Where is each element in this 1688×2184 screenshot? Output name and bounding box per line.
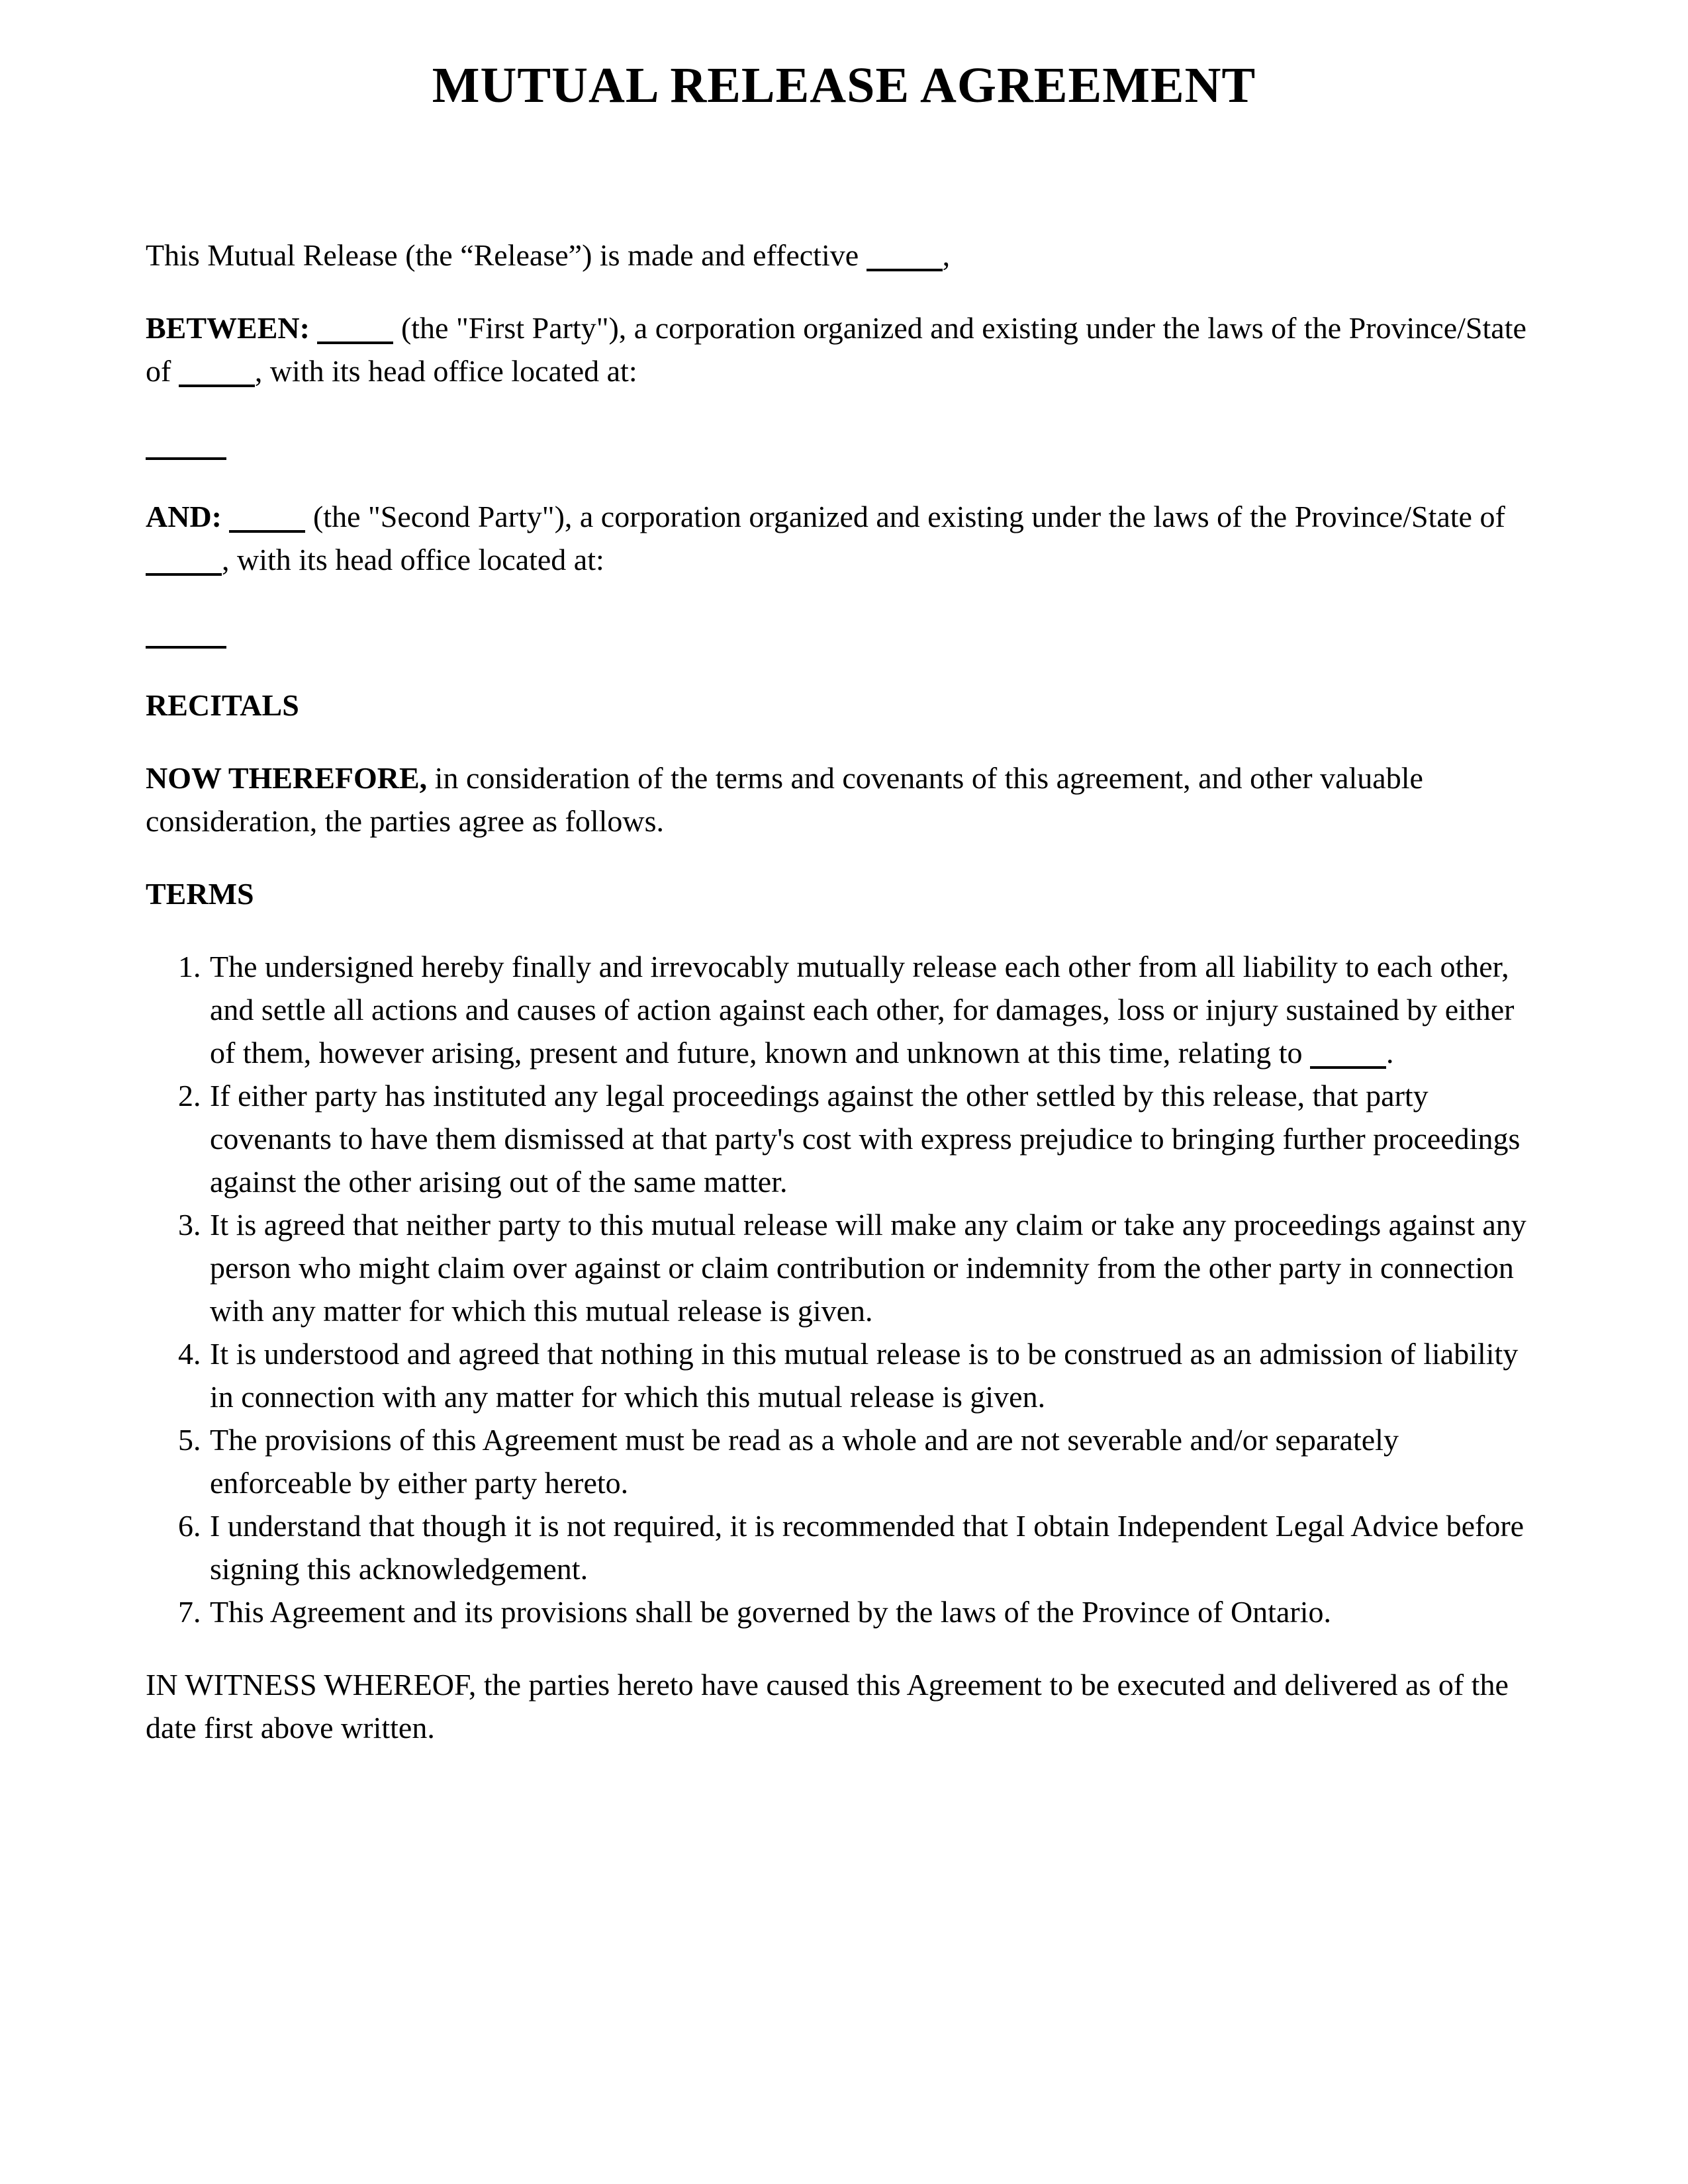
second-party-address-blank-field xyxy=(146,646,226,649)
and-paragraph xyxy=(146,495,1542,581)
first-party-name-blank-field xyxy=(317,341,393,344)
term-item-5: 5. The provisions of this Agreement must be read as a whole and are not severable and/or separately enforceable by either party hereto. xyxy=(209,1418,1542,1504)
between-label: BETWEEN: xyxy=(146,311,310,345)
second-party-address-line xyxy=(146,611,1542,654)
term-1-relating-to-blank-field xyxy=(1310,1066,1386,1069)
now-therefore-label: NOW THEREFORE, xyxy=(146,761,428,795)
intro-paragraph xyxy=(146,234,1542,277)
terms-heading: TERMS xyxy=(146,877,254,911)
between-text-tail: , with its head office located at: xyxy=(254,354,637,388)
term-item-2: 2. If either party has instituted any legal proceedings against the other settled by this release, that party covenants to have them dismissed at that party's cost with express prejudice to bringing further proceedings against the other arising out of the same matter. xyxy=(209,1074,1542,1203)
term-item-1 xyxy=(209,945,1542,1074)
now-therefore-paragraph xyxy=(146,756,1542,842)
between-text: (the "First Party"), a corporation organized and existing under the laws of the Province/State of xyxy=(146,311,1526,388)
between-paragraph xyxy=(146,306,1542,392)
term-item-7: 7. This Agreement and its provisions shall be governed by the laws of the Province of Ontario. xyxy=(209,1590,1542,1633)
second-party-name-blank-field xyxy=(229,530,305,533)
now-therefore-text: in consideration of the terms and covenants of this agreement, and other valuable consideration, the parties agree as follows. xyxy=(146,761,1423,838)
document-title: MUTUAL RELEASE AGREEMENT xyxy=(432,58,1256,113)
term-item-6: 6. I understand that though it is not required, it is recommended that I obtain Independent Legal Advice before signing this acknowledgement. xyxy=(209,1504,1542,1590)
term-item-4: 4. It is understood and agreed that nothing in this mutual release is to be construed as an admission of liability in connection with any matter for which this mutual release is given. xyxy=(209,1332,1542,1418)
intro-text-after-blank: , xyxy=(942,238,951,272)
and-text: (the "Second Party"), a corporation organized and existing under the laws of the Province/State of xyxy=(312,500,1505,533)
witness-paragraph: IN WITNESS WHEREOF, the parties hereto have caused this Agreement to be executed and delivered as of the date first above written. xyxy=(146,1668,1509,1745)
term-1-text-after-blank: . xyxy=(1386,1036,1394,1069)
recitals-heading: RECITALS xyxy=(146,688,299,722)
terms-list xyxy=(146,945,1542,1633)
intro-text: This Mutual Release (the “Release”) is made and effective xyxy=(146,238,859,272)
term-item-3: 3. It is agreed that neither party to this mutual release will make any claim or take any proceedings against any person who might claim over against or claim contribution or indemnity from the other party in connection with any matter for which this mutual release is given. xyxy=(209,1203,1542,1332)
first-party-address-line xyxy=(146,422,1542,465)
first-party-address-blank-field xyxy=(146,457,226,460)
first-party-state-blank-field xyxy=(179,385,255,387)
and-label: AND: xyxy=(146,500,222,533)
term-1-text: The undersigned hereby finally and irrevocably mutually release each other from all liability to each other, and settle all actions and causes of action against each other, for damages, loss or injury sustained by either of them, however arising, present and future, known and unknown at this time, relating to xyxy=(210,950,1515,1069)
second-party-state-blank-field xyxy=(146,573,222,576)
and-text-tail: , with its head office located at: xyxy=(222,543,604,576)
effective-date-blank-field xyxy=(867,269,943,271)
